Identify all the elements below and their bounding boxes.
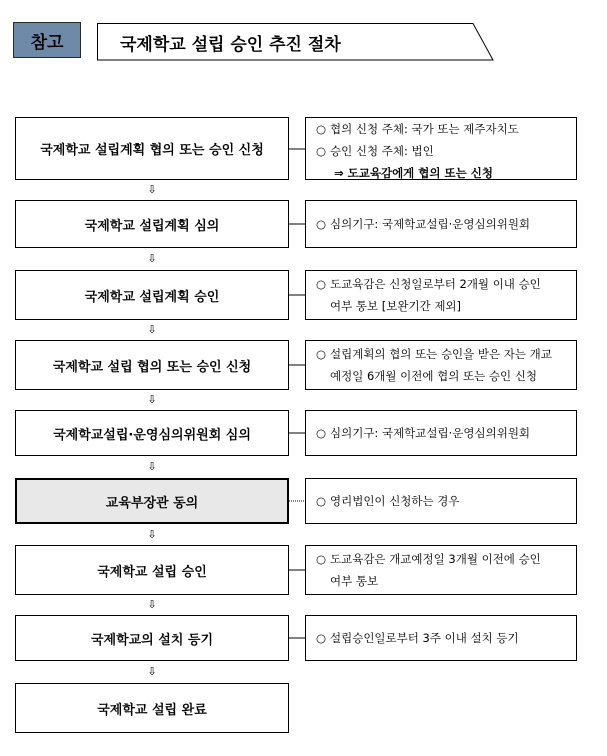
step-note [305,545,577,595]
step-label: 국제학교 설립 완료 [97,702,207,718]
circle-bullet-icon: ○ [316,494,327,508]
note-text: 설립승인일로부터 3주 이내 설치 등기 [330,631,519,645]
note-line [316,422,570,444]
note-text: 설립계획의 협의 또는 승인을 받은 자는 개교 [330,347,552,361]
step-note [305,270,577,320]
note-connector [289,222,307,226]
step-box [15,340,289,390]
step-box [15,478,289,524]
note-text: 도교육감은 개교예정일 3개월 이전에 승인 [330,552,541,566]
note-line [316,162,570,184]
step-label: 국제학교 설립계획 심의 [84,218,220,234]
circle-bullet-icon: ○ [316,277,327,291]
step-box [15,117,289,180]
note-text: 심의기구: 국제학교설립·운영심의위원회 [330,217,531,231]
step-box [15,270,289,320]
note-line [316,118,570,140]
circle-bullet-icon: ○ [316,426,327,440]
note-line [316,627,570,649]
note-text: 도교육감에게 협의 또는 신청 [347,166,493,180]
page-title: 국제학교 설립 승인 추진 절차 [120,34,341,55]
note-connector [289,499,307,503]
step-label: 국제학교의 설치 등기 [90,632,214,648]
down-arrow-icon: ⇩ [147,393,157,406]
step-box [15,683,289,733]
right-arrow-icon: ⇒ [334,166,348,180]
note-line [316,213,570,235]
step-note [305,200,577,248]
step-note [305,117,577,180]
step-label: 국제학교 설립 승인 [97,564,207,580]
step-label: 국제학교 설립 협의 또는 승인 신청 [52,359,252,375]
down-arrow-icon: ⇩ [147,527,157,541]
step-box [15,545,289,595]
down-arrow-icon: ⇩ [147,183,157,196]
step-label: 국제학교 설립계획 협의 또는 승인 신청 [40,143,264,158]
down-arrow-icon: ⇩ [147,460,157,473]
reference-tag: 참고 [13,22,81,58]
note-line: 여부 통보 [보완기간 제외] [330,299,462,313]
note-connector [289,636,307,640]
note-connector [289,147,307,151]
circle-bullet-icon: ○ [316,217,327,231]
note-line [316,548,570,570]
step-label: 교육부장관 동의 [105,495,199,511]
note-line [316,490,570,512]
note-connector [289,363,307,367]
note-connector [289,431,307,435]
note-text: 영리법인이 신청하는 경우 [330,494,460,508]
down-arrow-icon: ⇩ [147,323,157,336]
circle-bullet-icon: ○ [316,347,327,361]
note-line [316,273,570,295]
note-line: 여부 통보 [330,574,379,588]
note-text: 심의기구: 국제학교설립·운영심의위원회 [330,426,531,440]
circle-bullet-icon: ○ [316,144,327,158]
note-connector [289,568,307,572]
note-line [316,343,570,365]
step-note [305,615,577,661]
note-line [316,140,570,162]
step-box [15,200,289,248]
note-line: 예정일 6개월 이전에 협의 또는 승인 신청 [330,369,537,383]
circle-bullet-icon: ○ [316,552,327,566]
down-arrow-icon: ⇩ [147,252,157,265]
step-note [305,410,577,456]
step-note [305,340,577,390]
circle-bullet-icon: ○ [316,122,327,136]
step-label: 국제학교 설립계획 승인 [84,289,220,305]
step-label: 국제학교설립·운영심의위원회 심의 [53,427,251,443]
note-connector [289,293,307,297]
down-arrow-icon: ⇩ [147,598,157,611]
step-box [15,410,289,456]
note-text: 도교육감은 신청일로부터 2개월 이내 승인 [330,277,541,291]
step-note [305,478,577,524]
note-text: 승인 신청 주체: 법인 [330,144,434,158]
step-box [15,615,289,661]
note-text: 협의 신청 주체: 국가 또는 제주자치도 [330,122,519,136]
down-arrow-icon: ⇩ [147,665,157,678]
circle-bullet-icon: ○ [316,631,327,645]
